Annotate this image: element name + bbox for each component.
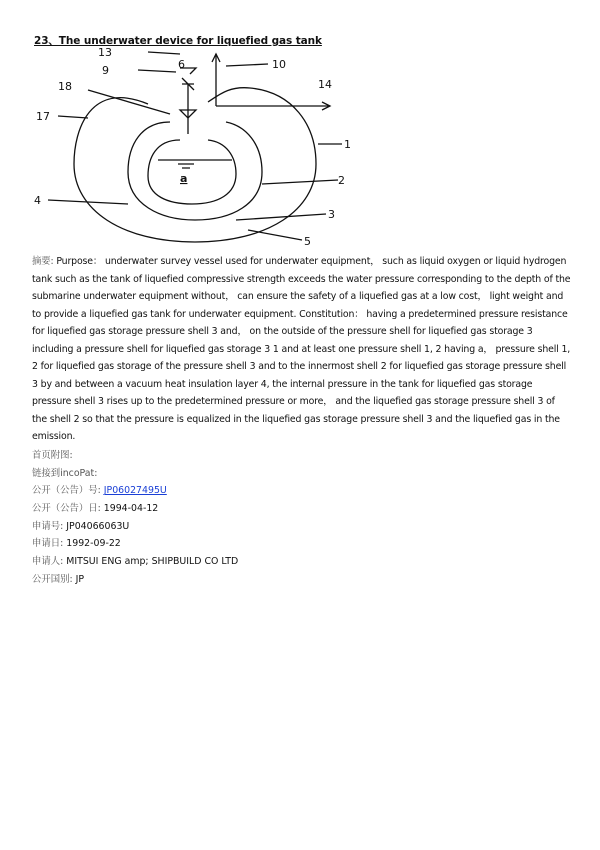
label-2: 2 — [338, 174, 345, 187]
label-6: 6 — [178, 58, 185, 71]
pub-no-link[interactable]: JP06027495U — [103, 485, 167, 497]
label-17: 17 — [36, 110, 50, 123]
app-date: 1992-09-22 — [66, 538, 121, 550]
row-pub-date — [32, 500, 572, 518]
label-3: 3 — [328, 208, 335, 221]
label-9: 9 — [102, 64, 109, 77]
liquid-level — [158, 160, 232, 168]
label-10: 10 — [272, 58, 286, 71]
label-4: 4 — [34, 194, 41, 207]
pub-no-label: 公开（公告）号: — [32, 485, 101, 497]
app-no: JP04066063U — [66, 520, 130, 532]
app-no-label: 申请号: — [32, 520, 64, 532]
label-14: 14 — [318, 78, 332, 91]
label-13: 13 — [98, 46, 112, 59]
abstract — [32, 253, 572, 446]
image-label: 首页附图: — [32, 450, 73, 461]
label-a: a — [180, 172, 188, 185]
metadata-list — [32, 447, 572, 589]
row-incopat — [32, 465, 572, 483]
label-18: 18 — [58, 80, 72, 93]
row-country — [32, 571, 572, 589]
abstract-text: Purpose： underwater survey vessel used for underwater equipment， such as liquid oxygen or liquid hydrogen tank such as the tank of liquefied compressive strength exceeds the water pressure corresponding to the depth of the submarine underwater equipment without， can ensure the safety of a liquefied gas at a low cost， light weight and to provide a liquefied gas tank for underwater equipment. Constitution： having a predetermined pressure resistance for liquefied gas storage pressure shell 3 and， on the outside of the pressure shell for liquefied gas storage 3 including a pressure shell for liquefied gas storage 3 1 and at least one pressure shell 1, 2 having a， pressure shell 1, 2 for liquefied gas storage of the pressure shell 3 and to the innermost shell 2 for liquefied gas storage pressure shell 3 by and between a vacuum heat insulation layer 4, the internal pressure in the tank for liquefied gas storage pressure shell 3 rises up to the predetermined pressure or more， and the liquefied gas storage pressure shell 3 of the shell 2 so that the pressure is equalized in the liquefied gas storage pressure shell 3 and the liquefied gas in the emission. — [32, 256, 571, 442]
row-pub-no — [32, 482, 572, 500]
applicant: MITSUI ENG amp; SHIPBUILD CO LTD — [66, 556, 239, 568]
storage-shell-3 — [148, 140, 236, 204]
app-date-label: 申请日: — [32, 538, 64, 550]
abstract-label: 摘要: — [32, 256, 54, 267]
label-5: 5 — [304, 235, 311, 248]
row-app-no — [32, 518, 572, 536]
incopat-label: 链接到incoPat: — [32, 467, 98, 479]
applicant-label: 申请人: — [32, 556, 64, 568]
pub-date: 1994-04-12 — [103, 503, 159, 515]
pub-date-label: 公开（公告）日: — [32, 503, 101, 515]
row-app-date — [32, 535, 572, 553]
row-applicant — [32, 553, 572, 571]
document-title: 23、The underwater device for liquefied gas tank — [34, 35, 322, 47]
valve-9 — [182, 78, 194, 102]
patent-figure — [30, 44, 360, 250]
row-image — [32, 447, 572, 465]
country-label: 公开国别: — [32, 573, 73, 585]
country: JP — [75, 573, 85, 585]
label-1: 1 — [344, 138, 351, 151]
